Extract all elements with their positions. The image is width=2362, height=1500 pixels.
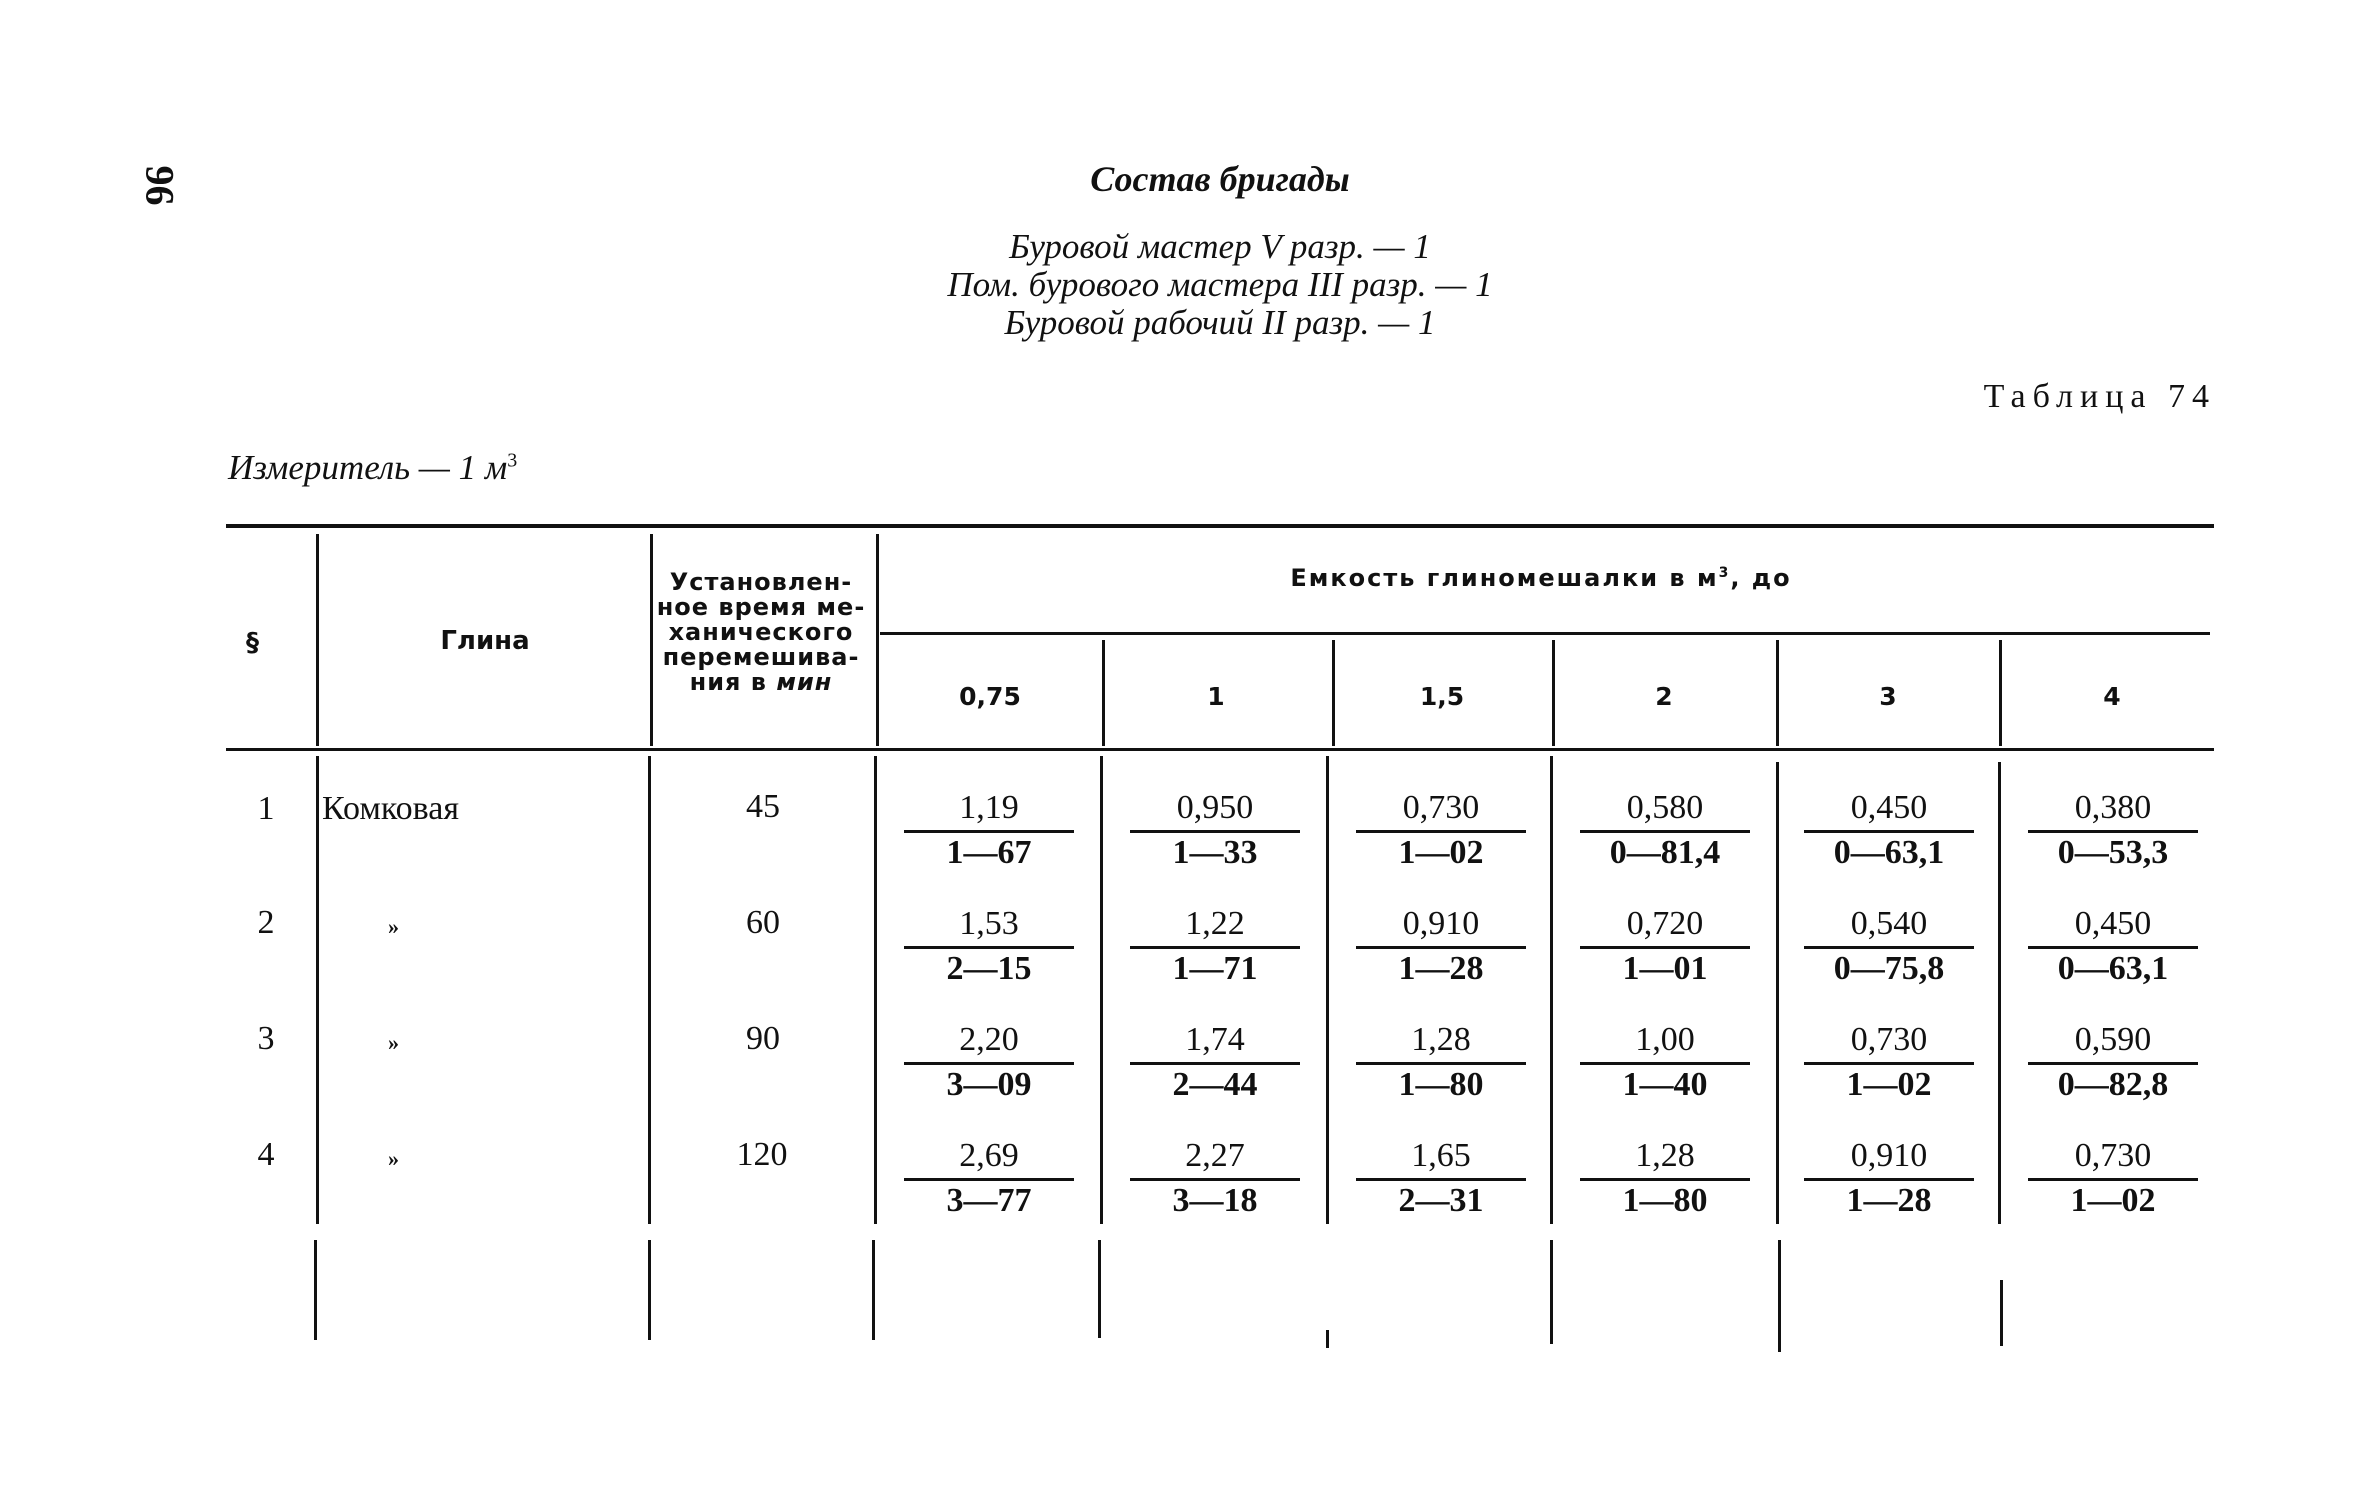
value-cost: 0—81,4 [1609, 834, 1721, 871]
value-cost: 2—44 [1172, 1066, 1258, 1103]
value-cost: 0—75,8 [1833, 950, 1945, 987]
column-divider [1326, 756, 1329, 1224]
value-cell [1580, 1136, 1750, 1221]
value-rate: 0,540 [1804, 904, 1974, 949]
value-rate: 1,74 [1130, 1020, 1300, 1065]
header-mixing-time [650, 570, 872, 695]
column-divider [872, 1240, 875, 1340]
value-cell [2028, 1020, 2198, 1105]
value-cost: 0—63,1 [2057, 950, 2169, 987]
header-line: ханического [668, 618, 854, 646]
value-rate: 1,65 [1356, 1136, 1526, 1181]
mixing-time: 45 [746, 788, 780, 825]
header-clay: Глина [440, 626, 530, 656]
header-line: Установлен- [669, 568, 853, 596]
value-cell [1356, 788, 1526, 873]
value-cost: 2—15 [946, 950, 1032, 987]
value-rate: 0,910 [1356, 904, 1526, 949]
column-divider [1550, 1240, 1553, 1344]
column-divider [1098, 1240, 1101, 1338]
value-cost: 0—82,8 [2057, 1066, 2169, 1103]
value-cell [1580, 1020, 1750, 1105]
value-rate: 1,28 [1580, 1136, 1750, 1181]
header-capacity [876, 564, 2206, 592]
value-cell [2028, 1136, 2198, 1221]
header-bottom-rule [226, 748, 2214, 751]
mixing-time: 120 [736, 1136, 788, 1173]
value-cell [904, 1020, 1074, 1105]
column-divider [2000, 1280, 2003, 1346]
value-cell [1130, 1136, 1300, 1221]
header-time-unit: мин [776, 668, 833, 696]
capacity-column-header: 3 [1879, 682, 1897, 711]
column-divider [1326, 1330, 1329, 1348]
capacity-column-header: 0,75 [959, 682, 1021, 711]
value-cost: 1—28 [1398, 950, 1484, 987]
header-line [650, 670, 872, 695]
column-divider [1552, 640, 1555, 746]
capacity-column-header: 4 [2103, 682, 2121, 711]
value-rate: 2,27 [1130, 1136, 1300, 1181]
value-cell [1130, 788, 1300, 873]
column-divider [1998, 762, 2001, 1224]
column-divider [1776, 762, 1779, 1224]
value-rate: 2,69 [904, 1136, 1074, 1181]
value-cost: 1—67 [946, 834, 1032, 871]
column-divider [1776, 640, 1779, 746]
ditto-mark: » [388, 1030, 399, 1055]
value-cell [1356, 1020, 1526, 1105]
unit-power: 3 [507, 449, 518, 472]
table-top-rule [226, 524, 2214, 528]
column-divider [314, 1240, 317, 1340]
column-divider [648, 756, 651, 1224]
value-cost: 1—28 [1846, 1182, 1932, 1219]
value-cost: 3—18 [1172, 1182, 1258, 1219]
column-divider [1332, 640, 1335, 746]
value-cell [904, 1136, 1074, 1221]
header-line: ное время ме- [656, 593, 866, 621]
row-number: 1 [257, 790, 275, 827]
row-number: 3 [257, 1020, 275, 1057]
value-rate: 1,28 [1356, 1020, 1526, 1065]
unit-text: Измеритель — 1 м [228, 448, 508, 487]
mixing-time: 90 [746, 1020, 780, 1057]
column-divider [1550, 756, 1553, 1224]
value-cost: 1—02 [2070, 1182, 2156, 1219]
page-number: 96 [137, 165, 183, 206]
unit-label [228, 448, 517, 488]
value-rate: 0,450 [1804, 788, 1974, 833]
value-cost: 0—63,1 [1833, 834, 1945, 871]
value-cost: 1—33 [1172, 834, 1258, 871]
value-rate: 1,00 [1580, 1020, 1750, 1065]
header-section: § [246, 628, 259, 658]
crew-list [0, 228, 2362, 342]
value-rate: 1,53 [904, 904, 1074, 949]
value-cell [2028, 904, 2198, 989]
value-cost: 3—09 [946, 1066, 1032, 1103]
column-divider [316, 534, 319, 746]
value-cost: 1—80 [1622, 1182, 1708, 1219]
value-rate: 1,19 [904, 788, 1074, 833]
capacity-column-header: 1 [1207, 682, 1225, 711]
ditto-mark: » [388, 1146, 399, 1171]
column-divider [1100, 756, 1103, 1224]
crew-member: Буровой мастер V разр. — 1 [1009, 227, 1431, 266]
value-cell [1804, 1136, 1974, 1221]
header-line: перемешива- [662, 643, 860, 671]
column-divider [874, 756, 877, 1224]
value-cell [1130, 1020, 1300, 1105]
value-cost: 2—31 [1398, 1182, 1484, 1219]
value-cell [1580, 788, 1750, 873]
ditto-mark: » [388, 914, 399, 939]
crew-member: Пом. бурового мастера III разр. — 1 [947, 265, 1493, 304]
value-cell [1804, 904, 1974, 989]
value-rate: 0,450 [2028, 904, 2198, 949]
value-cost: 1—01 [1622, 950, 1708, 987]
header-capacity-text: Емкость глиномешалки в м [1290, 564, 1719, 592]
column-divider [648, 1240, 651, 1340]
column-divider [1999, 640, 2002, 746]
column-divider [1778, 1240, 1781, 1352]
capacity-column-header: 1,5 [1419, 682, 1465, 711]
value-cost: 1—02 [1398, 834, 1484, 871]
clay-type: Комковая [322, 790, 459, 827]
value-cost: 1—02 [1846, 1066, 1932, 1103]
crew-member: Буровой рабочий II разр. — 1 [1004, 303, 1436, 342]
capacity-header-rule [880, 632, 2210, 635]
value-cost: 1—71 [1172, 950, 1258, 987]
value-rate: 0,590 [2028, 1020, 2198, 1065]
header-line-text: ния в [689, 668, 767, 696]
value-cost: 1—40 [1622, 1066, 1708, 1103]
row-number: 4 [257, 1136, 275, 1173]
header-capacity-suffix: , до [1730, 564, 1792, 592]
table-label: Таблица 74 [1983, 378, 2216, 415]
value-rate: 0,580 [1580, 788, 1750, 833]
value-rate: 0,910 [1804, 1136, 1974, 1181]
header-capacity-power: 3 [1718, 565, 1731, 581]
value-rate: 0,950 [1130, 788, 1300, 833]
value-cell [904, 904, 1074, 989]
value-rate: 0,720 [1580, 904, 1750, 949]
column-divider [1102, 640, 1105, 746]
value-cost: 3—77 [946, 1182, 1032, 1219]
value-rate: 0,730 [2028, 1136, 2198, 1181]
capacity-column-header: 2 [1655, 682, 1673, 711]
value-rate: 0,730 [1356, 788, 1526, 833]
value-cell [2028, 788, 2198, 873]
value-cost: 0—53,3 [2057, 834, 2169, 871]
value-cell [1356, 1136, 1526, 1221]
value-cell [1356, 904, 1526, 989]
value-cell [904, 788, 1074, 873]
value-rate: 0,380 [2028, 788, 2198, 833]
value-rate: 2,20 [904, 1020, 1074, 1065]
value-rate: 0,730 [1804, 1020, 1974, 1065]
value-rate: 1,22 [1130, 904, 1300, 949]
value-cell [1580, 904, 1750, 989]
value-cost: 1—80 [1398, 1066, 1484, 1103]
value-cell [1804, 788, 1974, 873]
column-divider [316, 756, 319, 1224]
row-number: 2 [257, 904, 275, 941]
value-cell [1130, 904, 1300, 989]
crew-title: Состав бригады [1090, 159, 1350, 199]
value-cell [1804, 1020, 1974, 1105]
mixing-time: 60 [746, 904, 780, 941]
